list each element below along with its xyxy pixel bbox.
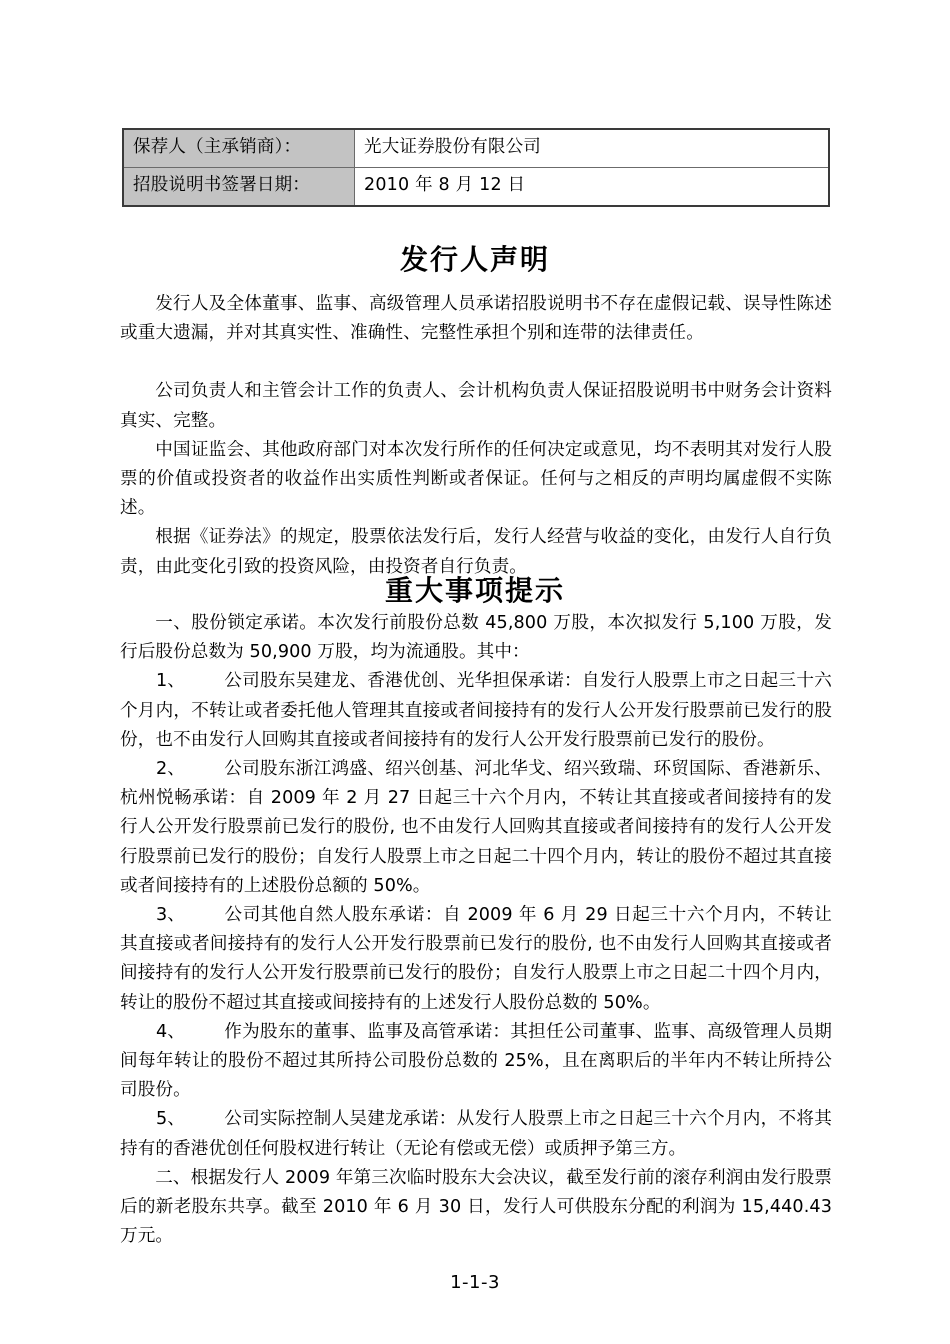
item-text: 公司实际控制人吴建龙承诺：从发行人股票上市之日起三十六个月内，不将其持有的香港优创任何股权进行转让（无论有偿或无偿）或质押予第三方。 [120, 1109, 832, 1159]
list-item [120, 755, 832, 901]
item-text: 作为股东的董事、监事及高管承诺：其担任公司董事、监事、高级管理人员期间每年转让的股份不超过其所持公司股份总数的 25%，且在离职后的半年内不转让所持公司股份。 [120, 1021, 832, 1101]
declaration-paragraph-2: 公司负责人和主管会计工作的负责人、会计机构负责人保证招股说明书中财务会计资料真实、完整。 [120, 381, 832, 431]
list-item [120, 667, 832, 755]
declaration-heading: 发行人声明 [399, 243, 550, 276]
list-item [120, 1105, 832, 1163]
highlights-closing: 二、根据发行人 2009 年第三次临时股东大会决议，截至发行前的滚存利润由发行股票后的新老股东共享。截至 2010 年 6 月 30 日，发行人可供股东分配的利润为 15,440.43 万元。 [120, 1167, 832, 1247]
item-number: 5、 [156, 1109, 185, 1130]
signing-date-value: 2010 年 8 月 12 日 [355, 167, 830, 205]
item-number: 3、 [156, 905, 185, 926]
sponsor-label: 保荐人（主承销商）： [123, 129, 355, 167]
declaration-body [120, 290, 832, 582]
issuer-info-table [122, 128, 830, 207]
declaration-paragraph-1: 发行人及全体董事、监事、高级管理人员承诺招股说明书不存在虚假记载、误导性陈述或重大遗漏，并对其真实性、准确性、完整性承担个别和连带的法律责任。 [120, 294, 832, 344]
list-item [120, 1018, 832, 1106]
item-text: 公司股东吴建龙、香港优创、光华担保承诺：自发行人股票上市之日起三十六个月内，不转让或者委托他人管理其直接或者间接持有的发行人公开发行股票前已发行的股份，也不由发行人回购其直接或者间接持有的发行人公开发行股票前已发行的股份。 [120, 671, 832, 750]
highlights-intro: 一、股份锁定承诺。本次发行前股份总数 45,800 万股，本次拟发行 5,100 万股，发行后股份总数为 50,900 万股，均为流通股。其中： [120, 613, 832, 663]
list-item [120, 901, 832, 1018]
highlights-heading: 重大事项提示 [384, 574, 565, 607]
item-text: 公司其他自然人股东承诺：自 2009 年 6 月 29 日起三十六个月内，不转让其直接或者间接持有的发行人公开发行股票前已发行的股份, 也不由发行人回购其直接或者间接持有的发行人公开发行股票前已发行的股份；自发行人股票上市之日起二十四个月内，转让的股份不超过其直接或间接持有的上述发行人股份总数的 50%。 [120, 905, 832, 1013]
declaration-paragraph-4: 根据《证券法》的规定，股票依法发行后，发行人经营与收益的变化，由发行人自行负责，由此变化引致的投资风险，由投资者自行负责。 [120, 527, 832, 577]
highlights-body [120, 609, 832, 1251]
item-number: 2、 [156, 759, 185, 780]
page-footer [0, 1272, 950, 1293]
declaration-paragraph-3: 中国证监会、其他政府部门对本次发行所作的任何决定或意见，均不表明其对发行人股票的价值或投资者的收益作出实质性判断或者保证。任何与之相反的声明均属虚假不实陈述。 [120, 439, 832, 519]
signing-date-label: 招股说明书签署日期： [123, 167, 355, 205]
item-text: 公司股东浙江鸿盛、绍兴创基、河北华戈、绍兴致瑞、环贸国际、香港新乐、杭州悦畅承诺：自 2009 年 2 月 27 日起三十六个月内，不转让其直接或者间接持有的发行人公开发行股票前已发行的股份, 也不由发行人回购其直接或者间接持有的发行人公开发行股票前已发行的股份；自发行人股票上市之日起二十四个月内，转让的股份不超过其直接或者间接持有的上述股份总额的 50%。 [120, 759, 832, 896]
item-number: 1、 [156, 671, 185, 692]
page-number: 1-1-3 [450, 1272, 500, 1293]
sponsor-value: 光大证券股份有限公司 [355, 129, 830, 167]
table-row [123, 129, 829, 167]
item-number: 4、 [156, 1021, 185, 1042]
table-row [123, 167, 829, 205]
